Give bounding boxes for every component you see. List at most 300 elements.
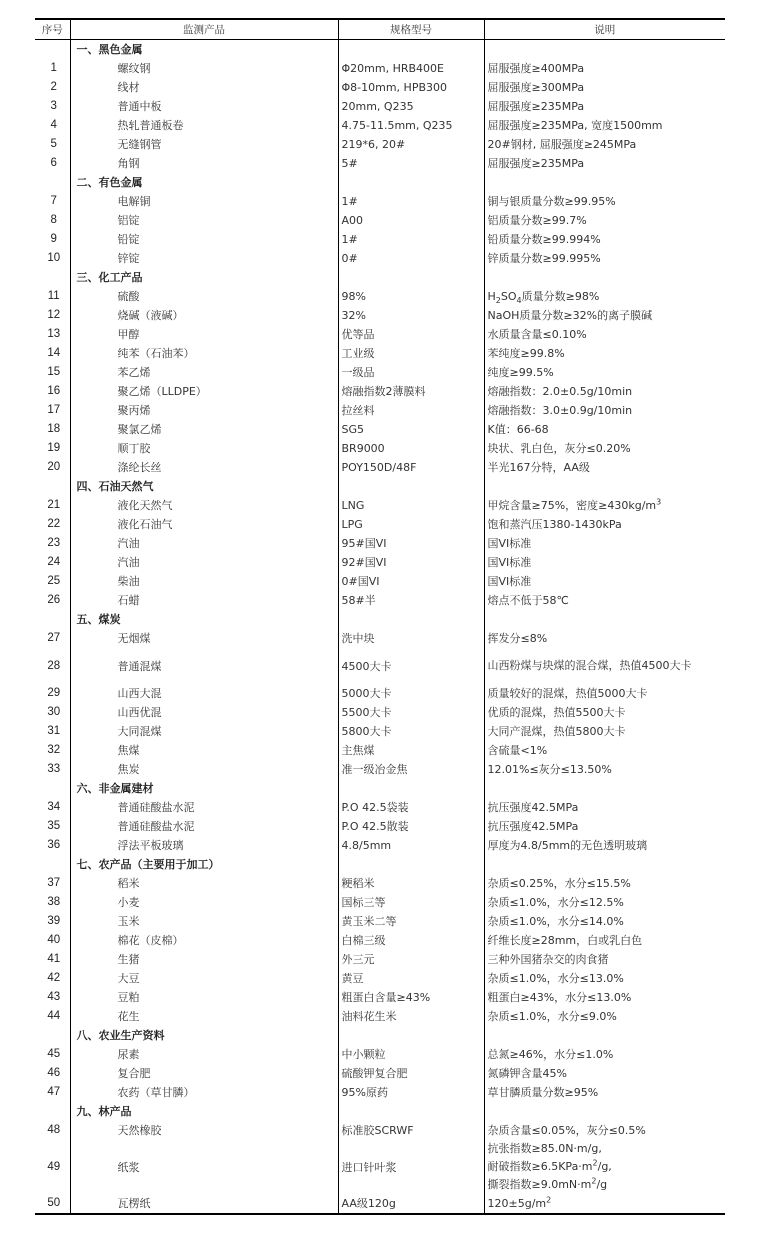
category-title: 九、林产品 <box>70 1102 338 1121</box>
superscript: 2 <box>591 1176 597 1186</box>
desc-text: 耐破指数≥6.5KPa·m <box>487 1160 593 1173</box>
product-name: 电解铜 <box>70 192 338 211</box>
row-number: 5 <box>35 135 70 154</box>
table-header-row <box>35 19 725 40</box>
product-desc <box>484 912 725 931</box>
row-number: 20 <box>35 458 70 477</box>
product-desc <box>484 496 725 515</box>
product-desc <box>484 401 725 420</box>
product-desc <box>484 135 725 154</box>
category-no-cell <box>35 1026 70 1045</box>
row-number: 17 <box>35 401 70 420</box>
table-row <box>35 249 725 268</box>
product-name: 无烟煤 <box>70 629 338 648</box>
product-desc <box>484 306 725 325</box>
product-desc <box>484 97 725 116</box>
table-row <box>35 496 725 515</box>
product-spec: 一级品 <box>338 363 484 382</box>
desc-text: 饱和蒸汽压1380-1430kPa <box>487 518 622 531</box>
product-name: 柴油 <box>70 572 338 591</box>
table-row <box>35 534 725 553</box>
product-spec: 5500大卡 <box>338 703 484 722</box>
product-spec: 粗蛋白含量≥43% <box>338 988 484 1007</box>
product-spec: 工业级 <box>338 344 484 363</box>
row-number: 4 <box>35 116 70 135</box>
table-row <box>35 515 725 534</box>
product-name: 大同混煤 <box>70 722 338 741</box>
desc-text: 杂质≤1.0%，水分≤13.0% <box>487 972 624 985</box>
desc-text: 杂质含量≤0.05%，灰分≤0.5% <box>487 1124 646 1137</box>
desc-text: 总氮≥46%，水分≤1.0% <box>487 1048 614 1061</box>
row-number: 50 <box>35 1194 70 1214</box>
row-number: 3 <box>35 97 70 116</box>
product-name: 普通硅酸盐水泥 <box>70 798 338 817</box>
table-row <box>35 97 725 116</box>
product-spec: P.O 42.5袋装 <box>338 798 484 817</box>
desc-line <box>488 1176 726 1194</box>
product-spec: 外三元 <box>338 950 484 969</box>
row-number: 27 <box>35 629 70 648</box>
desc-text: K值：66-68 <box>487 423 549 436</box>
category-title: 三、化工产品 <box>70 268 338 287</box>
desc-text: 挥发分≤8% <box>487 632 548 645</box>
product-name: 复合肥 <box>70 1064 338 1083</box>
desc-line <box>488 1140 726 1158</box>
table-row <box>35 1064 725 1083</box>
table-row <box>35 893 725 912</box>
table-row <box>35 572 725 591</box>
product-spec: 优等品 <box>338 325 484 344</box>
table-row <box>35 741 725 760</box>
table-row <box>35 325 725 344</box>
table-row <box>35 439 725 458</box>
category-desc-cell <box>484 610 725 629</box>
product-name: 山西大混 <box>70 684 338 703</box>
table-row <box>35 135 725 154</box>
category-desc-cell <box>484 268 725 287</box>
product-spec: AA级120g <box>338 1194 484 1214</box>
product-desc <box>484 439 725 458</box>
product-desc <box>484 382 725 401</box>
category-desc-cell <box>484 1026 725 1045</box>
desc-text: 氮磷钾含量45% <box>487 1067 567 1080</box>
product-spec: 95%原药 <box>338 1083 484 1102</box>
product-spec: 58#半 <box>338 591 484 610</box>
product-desc <box>484 287 725 306</box>
product-name: 聚丙烯 <box>70 401 338 420</box>
product-spec: 标准胶SCRWF <box>338 1121 484 1140</box>
row-number: 26 <box>35 591 70 610</box>
product-spec: 4500大卡 <box>338 648 484 684</box>
table-row <box>35 988 725 1007</box>
product-desc <box>484 648 725 684</box>
product-spec: 95#国VI <box>338 534 484 553</box>
table-row <box>35 1083 725 1102</box>
product-desc <box>484 893 725 912</box>
desc-line <box>488 1158 726 1176</box>
category-desc-cell <box>484 779 725 798</box>
desc-text: 屈服强度≥400MPa <box>487 62 585 75</box>
superscript: 2 <box>592 1158 598 1168</box>
desc-text: 铜与银质量分数≥99.95% <box>487 195 616 208</box>
product-name: 普通混煤 <box>70 648 338 684</box>
product-desc <box>484 1083 725 1102</box>
table-row <box>35 648 725 684</box>
desc-text: 屈服强度≥235MPa, 宽度1500mm <box>487 119 663 132</box>
row-number: 41 <box>35 950 70 969</box>
row-number: 38 <box>35 893 70 912</box>
row-number: 15 <box>35 363 70 382</box>
category-title: 一、黑色金属 <box>70 40 338 60</box>
table-row <box>35 836 725 855</box>
row-number: 19 <box>35 439 70 458</box>
desc-text: 铝质量分数≥99.7% <box>487 214 587 227</box>
product-name: 铅锭 <box>70 230 338 249</box>
table-row <box>35 116 725 135</box>
desc-text: 粗蛋白≥43%，水分≤13.0% <box>487 991 632 1004</box>
category-no-cell <box>35 779 70 798</box>
product-desc <box>484 1194 725 1214</box>
superscript: 2 <box>546 1195 552 1205</box>
category-desc-cell <box>484 173 725 192</box>
category-no-cell <box>35 610 70 629</box>
product-desc <box>484 59 725 78</box>
product-spec: LPG <box>338 515 484 534</box>
table-row <box>35 703 725 722</box>
category-no-cell <box>35 268 70 287</box>
row-number: 2 <box>35 78 70 97</box>
product-spec: 0#国VI <box>338 572 484 591</box>
product-spec: Φ20mm, HRB400E <box>338 59 484 78</box>
table-row <box>35 458 725 477</box>
row-number: 13 <box>35 325 70 344</box>
product-name: 汽油 <box>70 553 338 572</box>
desc-text: /g <box>596 1178 608 1191</box>
desc-text: 大同产混煤，热值5800大卡 <box>487 725 626 738</box>
row-number: 36 <box>35 836 70 855</box>
category-row <box>35 40 725 60</box>
table-row <box>35 760 725 779</box>
table-row <box>35 591 725 610</box>
product-name: 纸浆 <box>70 1140 338 1194</box>
category-spec-cell <box>338 268 484 287</box>
row-number: 46 <box>35 1064 70 1083</box>
product-name: 普通中板 <box>70 97 338 116</box>
table-row <box>35 553 725 572</box>
desc-text: 优质的混煤，热值5500大卡 <box>487 706 626 719</box>
product-name: 小麦 <box>70 893 338 912</box>
category-title: 二、有色金属 <box>70 173 338 192</box>
product-desc <box>484 249 725 268</box>
table-row <box>35 629 725 648</box>
desc-text: 质量较好的混煤，热值5000大卡 <box>487 687 648 700</box>
table-row <box>35 798 725 817</box>
table-row <box>35 344 725 363</box>
desc-text: H <box>487 290 496 303</box>
product-spec: 92#国VI <box>338 553 484 572</box>
product-name: 浮法平板玻璃 <box>70 836 338 855</box>
product-name: 甲醇 <box>70 325 338 344</box>
product-desc <box>484 553 725 572</box>
row-number: 29 <box>35 684 70 703</box>
desc-text: 纯度≥99.5% <box>487 366 554 379</box>
table-row <box>35 420 725 439</box>
desc-text: SO <box>500 290 517 303</box>
product-desc <box>484 798 725 817</box>
row-number: 33 <box>35 760 70 779</box>
product-spec: 白棉三级 <box>338 931 484 950</box>
product-desc <box>484 344 725 363</box>
table-row <box>35 211 725 230</box>
product-desc <box>484 760 725 779</box>
product-spec: 1# <box>338 192 484 211</box>
product-name: 焦炭 <box>70 760 338 779</box>
row-number: 34 <box>35 798 70 817</box>
desc-text: 山西粉煤与块煤的混合煤，热值4500大卡 <box>487 659 692 672</box>
product-spec: 国标三等 <box>338 893 484 912</box>
product-spec: 黄玉米二等 <box>338 912 484 931</box>
table-row <box>35 817 725 836</box>
row-number: 49 <box>35 1140 70 1194</box>
category-desc-cell <box>484 1102 725 1121</box>
product-name: 稻米 <box>70 874 338 893</box>
product-spec: 主焦煤 <box>338 741 484 760</box>
table-row <box>35 306 725 325</box>
table-row <box>35 931 725 950</box>
row-number: 16 <box>35 382 70 401</box>
row-number: 25 <box>35 572 70 591</box>
product-name: 无缝钢管 <box>70 135 338 154</box>
category-title: 八、农业生产资料 <box>70 1026 338 1045</box>
desc-text: 含硫量<1% <box>487 744 548 757</box>
category-spec-cell <box>338 477 484 496</box>
category-title: 七、农产品（主要用于加工） <box>70 855 338 874</box>
category-row <box>35 268 725 287</box>
product-name: 生猪 <box>70 950 338 969</box>
product-name: 天然橡胶 <box>70 1121 338 1140</box>
product-desc <box>484 722 725 741</box>
row-number: 24 <box>35 553 70 572</box>
row-number: 39 <box>35 912 70 931</box>
table-row <box>35 1045 725 1064</box>
product-desc <box>484 950 725 969</box>
row-number: 7 <box>35 192 70 211</box>
product-spec: 4.75-11.5mm, Q235 <box>338 116 484 135</box>
product-spec: A00 <box>338 211 484 230</box>
desc-text: 杂质≤1.0%，水分≤14.0% <box>487 915 624 928</box>
category-spec-cell <box>338 40 484 60</box>
desc-text: 草甘膦质量分数≥95% <box>487 1086 599 1099</box>
desc-text: 铅质量分数≥99.994% <box>487 233 601 246</box>
product-spec: 1# <box>338 230 484 249</box>
table-row <box>35 154 725 173</box>
product-desc <box>484 1045 725 1064</box>
category-row <box>35 1026 725 1045</box>
category-no-cell <box>35 1102 70 1121</box>
product-desc <box>484 192 725 211</box>
product-name: 聚氯乙烯 <box>70 420 338 439</box>
product-name: 顺丁胶 <box>70 439 338 458</box>
desc-text: 12.01%≤灰分≤13.50% <box>487 763 612 776</box>
product-name: 普通硅酸盐水泥 <box>70 817 338 836</box>
desc-text: /g, <box>597 1160 612 1173</box>
product-desc <box>484 1007 725 1026</box>
row-number: 18 <box>35 420 70 439</box>
table-row <box>35 230 725 249</box>
product-desc <box>484 154 725 173</box>
product-name: 液化天然气 <box>70 496 338 515</box>
table-row <box>35 287 725 306</box>
product-name: 石蜡 <box>70 591 338 610</box>
row-number: 28 <box>35 648 70 684</box>
product-name: 硫酸 <box>70 287 338 306</box>
desc-text: 质量分数≥98% <box>521 290 600 303</box>
product-desc <box>484 817 725 836</box>
header-spec: 规格型号 <box>338 19 484 40</box>
row-number: 14 <box>35 344 70 363</box>
desc-text: 抗张指数≥85.0N·m/g, <box>487 1142 602 1155</box>
product-name: 螺纹钢 <box>70 59 338 78</box>
category-spec-cell <box>338 855 484 874</box>
category-row <box>35 1102 725 1121</box>
category-spec-cell <box>338 610 484 629</box>
desc-text: 甲烷含量≥75%，密度≥430kg/m <box>487 499 657 512</box>
product-desc <box>484 325 725 344</box>
category-no-cell <box>35 477 70 496</box>
table-row <box>35 684 725 703</box>
desc-text: 抗压强度42.5MPa <box>487 801 579 814</box>
row-number: 44 <box>35 1007 70 1026</box>
desc-text: 屈服强度≥300MPa <box>487 81 585 94</box>
product-name: 线材 <box>70 78 338 97</box>
category-title: 四、石油天然气 <box>70 477 338 496</box>
category-title: 六、非金属建材 <box>70 779 338 798</box>
product-desc <box>484 1121 725 1140</box>
product-desc <box>484 420 725 439</box>
product-desc <box>484 572 725 591</box>
row-number: 10 <box>35 249 70 268</box>
product-name: 尿素 <box>70 1045 338 1064</box>
product-spec: 熔融指数2薄膜料 <box>338 382 484 401</box>
product-spec: 4.8/5mm <box>338 836 484 855</box>
row-number: 8 <box>35 211 70 230</box>
row-number: 45 <box>35 1045 70 1064</box>
product-desc <box>484 969 725 988</box>
product-name: 大豆 <box>70 969 338 988</box>
product-spec: 5800大卡 <box>338 722 484 741</box>
desc-text: NaOH质量分数≥32%的离子膜碱 <box>487 309 653 322</box>
product-spec: 洗中块 <box>338 629 484 648</box>
product-spec: BR9000 <box>338 439 484 458</box>
product-spec: 20mm, Q235 <box>338 97 484 116</box>
table-row <box>35 363 725 382</box>
row-number: 21 <box>35 496 70 515</box>
row-number: 23 <box>35 534 70 553</box>
product-desc <box>484 458 725 477</box>
header-desc: 说明 <box>594 24 616 36</box>
superscript: 3 <box>656 497 662 507</box>
product-spec: Φ8-10mm, HPB300 <box>338 78 484 97</box>
table-row <box>35 874 725 893</box>
product-name: 苯乙烯 <box>70 363 338 382</box>
product-desc <box>484 116 725 135</box>
desc-text: 纤维长度≥28mm，白或乳白色 <box>487 934 643 947</box>
header-product: 监测产品 <box>70 19 338 40</box>
product-desc <box>484 1064 725 1083</box>
desc-text: 锌质量分数≥99.995% <box>487 252 601 265</box>
header-no: 序号 <box>35 19 70 40</box>
row-number: 32 <box>35 741 70 760</box>
row-number: 37 <box>35 874 70 893</box>
table-row <box>35 401 725 420</box>
product-name: 农药（草甘膦） <box>70 1083 338 1102</box>
category-row <box>35 855 725 874</box>
table-row <box>35 78 725 97</box>
product-spec: 5# <box>338 154 484 173</box>
product-name: 热轧普通板卷 <box>70 116 338 135</box>
product-desc <box>484 741 725 760</box>
row-number: 47 <box>35 1083 70 1102</box>
product-desc <box>484 629 725 648</box>
table-row <box>35 1194 725 1214</box>
product-spec: 拉丝料 <box>338 401 484 420</box>
desc-text: 半光167分特，AA级 <box>487 461 590 474</box>
category-title: 五、煤炭 <box>70 610 338 629</box>
table-row <box>35 1121 725 1140</box>
category-no-cell <box>35 855 70 874</box>
desc-text: 20#钢材, 屈服强度≥245MPa <box>487 138 637 151</box>
table-body <box>35 40 725 1215</box>
desc-text: 熔点不低于58℃ <box>487 594 569 607</box>
category-spec-cell <box>338 1026 484 1045</box>
desc-text: 厚度为4.8/5mm的无色透明玻璃 <box>487 839 648 852</box>
row-number: 6 <box>35 154 70 173</box>
product-name: 汽油 <box>70 534 338 553</box>
row-number: 43 <box>35 988 70 1007</box>
product-name: 花生 <box>70 1007 338 1026</box>
category-desc-cell <box>484 40 725 60</box>
product-desc <box>484 988 725 1007</box>
desc-text: 120±5g/m <box>487 1197 547 1210</box>
table-row <box>35 912 725 931</box>
product-spec: 粳稻米 <box>338 874 484 893</box>
product-name: 棉花（皮棉） <box>70 931 338 950</box>
product-name: 聚乙烯（LLDPE） <box>70 382 338 401</box>
product-desc <box>484 78 725 97</box>
category-desc-cell <box>484 855 725 874</box>
category-row <box>35 779 725 798</box>
desc-text: 屈服强度≥235MPa <box>487 100 585 113</box>
product-spec: POY150D/48F <box>338 458 484 477</box>
table-row <box>35 192 725 211</box>
category-spec-cell <box>338 173 484 192</box>
table-row <box>35 950 725 969</box>
product-name: 瓦楞纸 <box>70 1194 338 1214</box>
category-row <box>35 173 725 192</box>
product-desc <box>484 591 725 610</box>
desc-text: 熔融指数：3.0±0.9g/10min <box>487 404 633 417</box>
product-name: 铝锭 <box>70 211 338 230</box>
table-row <box>35 59 725 78</box>
category-desc-cell <box>484 477 725 496</box>
row-number: 35 <box>35 817 70 836</box>
product-spec: 0# <box>338 249 484 268</box>
table-row <box>35 1140 725 1194</box>
product-desc <box>484 684 725 703</box>
row-number: 40 <box>35 931 70 950</box>
product-desc <box>484 703 725 722</box>
product-name: 涤纶长丝 <box>70 458 338 477</box>
